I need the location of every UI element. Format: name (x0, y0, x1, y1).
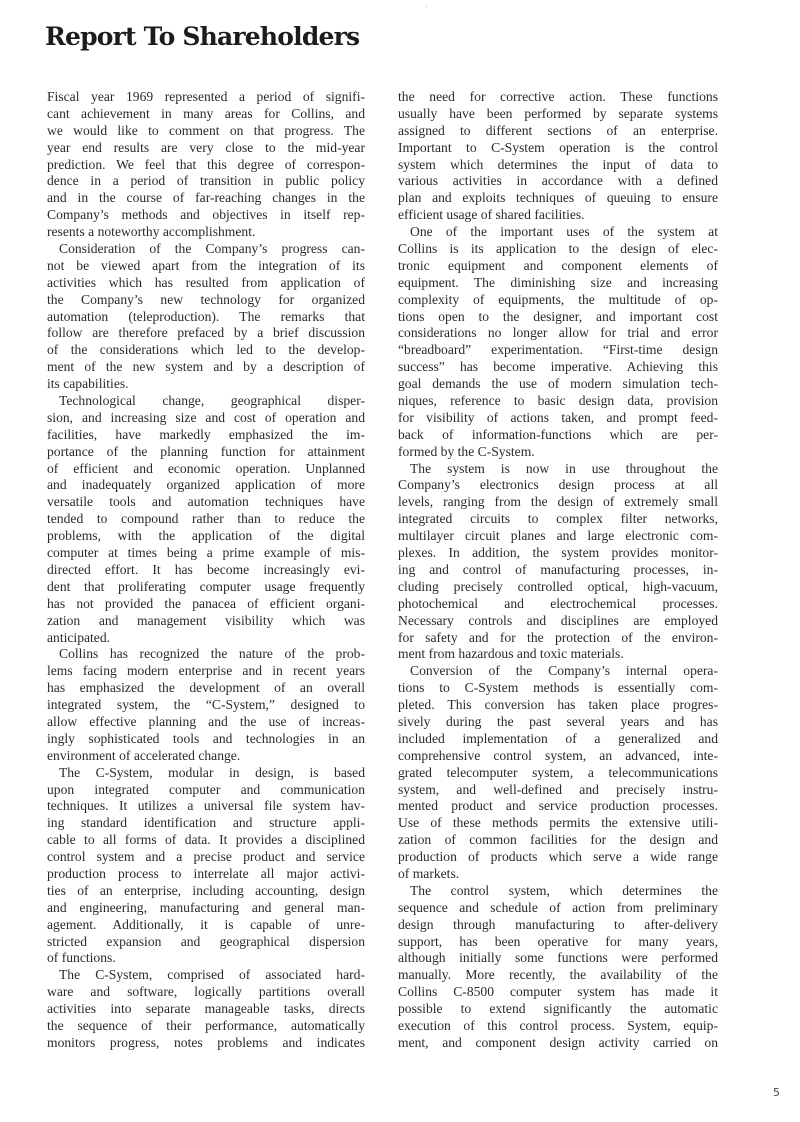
text-line: has not provided the panacea of efficient organi- (47, 595, 365, 611)
text-line: One of the important uses of the system at (410, 224, 718, 240)
text-line: ing standard identification and structure appli- (47, 815, 365, 831)
text-line: support, has been operative for many years, (398, 933, 718, 949)
text-line: ing and control of manufacturing processes, in- (398, 561, 718, 577)
text-line: portance of the planning function for attainment (47, 443, 365, 459)
text-line: agement. Additionally, it is capable of unre- (47, 916, 365, 932)
text-line: versatile tools and automation techniques have (47, 494, 365, 510)
text-line: The control system, which determines the (410, 882, 718, 898)
text-line: of efficient and economic operation. Unplanned (47, 460, 365, 476)
text-line: “breadboard” experimentation. “First-time design (398, 342, 718, 358)
text-line: The C-System, modular in design, is based (59, 764, 365, 780)
text-line: resents a noteworthy accomplishment. (47, 224, 256, 240)
text-line: system, and well-defined and precisely instru- (398, 781, 718, 797)
text-line: prediction. We feel that this degree of correspon- (47, 156, 365, 172)
text-line: plan and exploits techniques of queuing to ensure (398, 190, 718, 206)
text-line: its capabilities. (47, 376, 129, 392)
text-line: dence in a period of transition in public policy (47, 173, 365, 189)
text-line: Important to C-System operation is the control (398, 139, 718, 155)
text-line: environment of accelerated change. (47, 747, 241, 763)
text-line: of the considerations which led to the develop- (47, 342, 365, 358)
text-line: control system and a precise product and service (47, 849, 365, 865)
text-line: problems, with the application of the digital (47, 528, 365, 544)
text-line: Consideration of the Company’s progress can- (59, 241, 365, 257)
text-line: efficient usage of shared facilities. (398, 207, 585, 223)
text-line: we would like to comment on that progress. The (47, 122, 365, 138)
text-line: Technological change, geographical disper- (59, 393, 365, 409)
text-column-right (398, 89, 718, 1052)
text-line: the sequence of their performance, automatically (47, 1017, 365, 1033)
text-line: activities which has resulted from application of (47, 274, 365, 290)
text-line: mented product and service production processes. (398, 798, 718, 814)
text-line: dent that proliferating computer usage frequently (47, 578, 365, 594)
text-line: zation and management visibility which was (47, 612, 365, 628)
text-line: possible to extend significantly the automatic (398, 1001, 718, 1017)
text-line: automation (teleproduction). The remarks that (47, 308, 365, 324)
text-line: Collins is its application to the design of elec- (398, 241, 718, 257)
text-line: The C-System, comprised of associated hard- (59, 967, 365, 983)
text-line: system which determines the input of data to (398, 156, 718, 172)
text-line: plexes. In addition, the system provides monitor- (398, 545, 718, 561)
text-line: and inadequately organized application of more (47, 477, 365, 493)
text-line: multilayer circuit planes and large electronic com- (398, 528, 718, 544)
text-line: sion, and increasing size and cost of operation and (47, 409, 365, 425)
text-line: of functions. (47, 950, 116, 966)
text-line: ment, and component design activity carried on (398, 1034, 718, 1050)
text-line: ment of the new system and by a description of (47, 359, 365, 375)
text-line: formed by the C-System. (398, 443, 535, 459)
text-line: tended to compound rather than to reduce the (47, 511, 365, 527)
text-line: execution of this control process. System, equip- (398, 1017, 718, 1033)
page-title: Report To Shareholders (45, 22, 360, 51)
text-line: tions to C-System methods is essentially com- (398, 680, 718, 696)
text-line: niques, reference to basic design data, provision (398, 393, 718, 409)
text-line: integrated circuits to complex filter networks, (398, 511, 718, 527)
text-line: manually. More recently, the availability of the (398, 967, 718, 983)
scan-speck (426, 6, 427, 7)
text-line: ment from hazardous and toxic materials. (398, 646, 624, 662)
text-line: Company’s electronics design process at all (398, 477, 718, 493)
text-line: considerations no longer allow for trial and error (398, 325, 718, 341)
text-line: assigned to different sections of an enterprise. (398, 122, 718, 138)
text-line: goal demands the use of modern simulation tech- (398, 376, 718, 392)
text-line: cant achievement in many areas for Collins, and (47, 105, 365, 121)
text-line: allow effective planning and the use of increas- (47, 713, 365, 729)
text-line: and in the course of far-reaching changes in the (47, 190, 365, 206)
text-line: tions open to the designer, and important cost (398, 308, 718, 324)
text-line: follow are therefore prefaced by a brief discussion (47, 325, 365, 341)
text-line: production process to interrelate all major activi- (47, 865, 365, 881)
text-line: back of information-functions which are per- (398, 426, 718, 442)
text-line: lems facing modern enterprise and in recent years (47, 663, 365, 679)
text-line: directed effort. It has become increasingly evi- (47, 561, 365, 577)
text-line: facilities, have markedly emphasized the im- (47, 426, 365, 442)
text-line: success” has become imperative. Achieving this (398, 359, 718, 375)
text-line: complexity of equipments, the multitude of op- (398, 291, 718, 307)
text-line: comprehensive control system, an advanced, inte- (398, 747, 718, 763)
text-line: and engineering, manufacturing and general man- (47, 899, 365, 915)
text-line: tronic equipment and component elements of (398, 257, 718, 273)
text-line: levels, ranging from the design of extremely small (398, 494, 718, 510)
text-line: zation of common facilities for the design and (398, 832, 718, 848)
text-line: Company’s methods and objectives in itself rep- (47, 207, 365, 223)
text-line: has emphasized the development of an overall (47, 680, 365, 696)
text-line: cable to all forms of data. It provides a disciplined (47, 832, 365, 848)
text-line: of markets. (398, 865, 460, 881)
text-line: Collins C-8500 computer system has made it (398, 984, 718, 1000)
text-line: Fiscal year 1969 represented a period of signifi- (47, 89, 365, 104)
text-line: stricted expansion and geographical dispersion (47, 933, 365, 949)
text-line: grated telecomputer system, a telecommunications (398, 764, 718, 780)
text-line: the Company’s new technology for organized (47, 291, 365, 307)
text-line: sively during the past several years and has (398, 713, 718, 729)
text-line: ware and software, logically partitions overall (47, 984, 365, 1000)
text-line: year end results are very close to the mid-year (47, 139, 365, 155)
text-line: activities into separate manageable tasks, directs (47, 1001, 365, 1017)
text-line: ties of an enterprise, including accounting, design (47, 882, 365, 898)
text-line: design through manufacturing to after-delivery (398, 916, 718, 932)
text-line: computer at times being a prime example of mis- (47, 545, 365, 561)
text-line: included implementation of a generalized and (398, 730, 718, 746)
text-line: Collins has recognized the nature of the prob- (59, 646, 365, 662)
text-line: anticipated. (47, 629, 111, 645)
text-line: techniques. It utilizes a universal file system hav- (47, 798, 365, 814)
text-line: ingly sophisticated tools and technologies in an (47, 730, 365, 746)
text-line: integrated system, the “C-System,” designed to (47, 697, 365, 713)
page-number: 5 (773, 1086, 780, 1099)
text-line: although initially some functions were performed (398, 950, 718, 966)
text-column-left (47, 89, 365, 1052)
text-line: for visibility of actions taken, and prompt feed- (398, 409, 718, 425)
text-line: photochemical and electrochemical processes. (398, 595, 718, 611)
text-line: upon integrated computer and communication (47, 781, 365, 797)
text-line: usually have been performed by separate systems (398, 105, 718, 121)
text-line: Necessary controls and disciplines are employed (398, 612, 718, 628)
text-line: the need for corrective action. These functions (398, 89, 718, 104)
text-line: not be viewed apart from the integration of its (47, 257, 365, 273)
text-line: pleted. This conversion has taken place progres- (398, 697, 718, 713)
text-line: production of products which serve a wide range (398, 849, 718, 865)
text-line: sequence and schedule of action from preliminary (398, 899, 718, 915)
text-line: for safety and for the protection of the environ- (398, 629, 718, 645)
text-line: The system is now in use throughout the (410, 460, 718, 476)
text-line: monitors progress, notes problems and indicates (47, 1034, 365, 1050)
text-line: cluding precisely controlled optical, high-vacuum, (398, 578, 718, 594)
text-line: equipment. The diminishing size and increasing (398, 274, 718, 290)
text-line: various activities in accordance with a defined (398, 173, 718, 189)
text-line: Use of these methods permits the extensive utili- (398, 815, 718, 831)
text-line: Conversion of the Company’s internal opera- (410, 663, 718, 679)
